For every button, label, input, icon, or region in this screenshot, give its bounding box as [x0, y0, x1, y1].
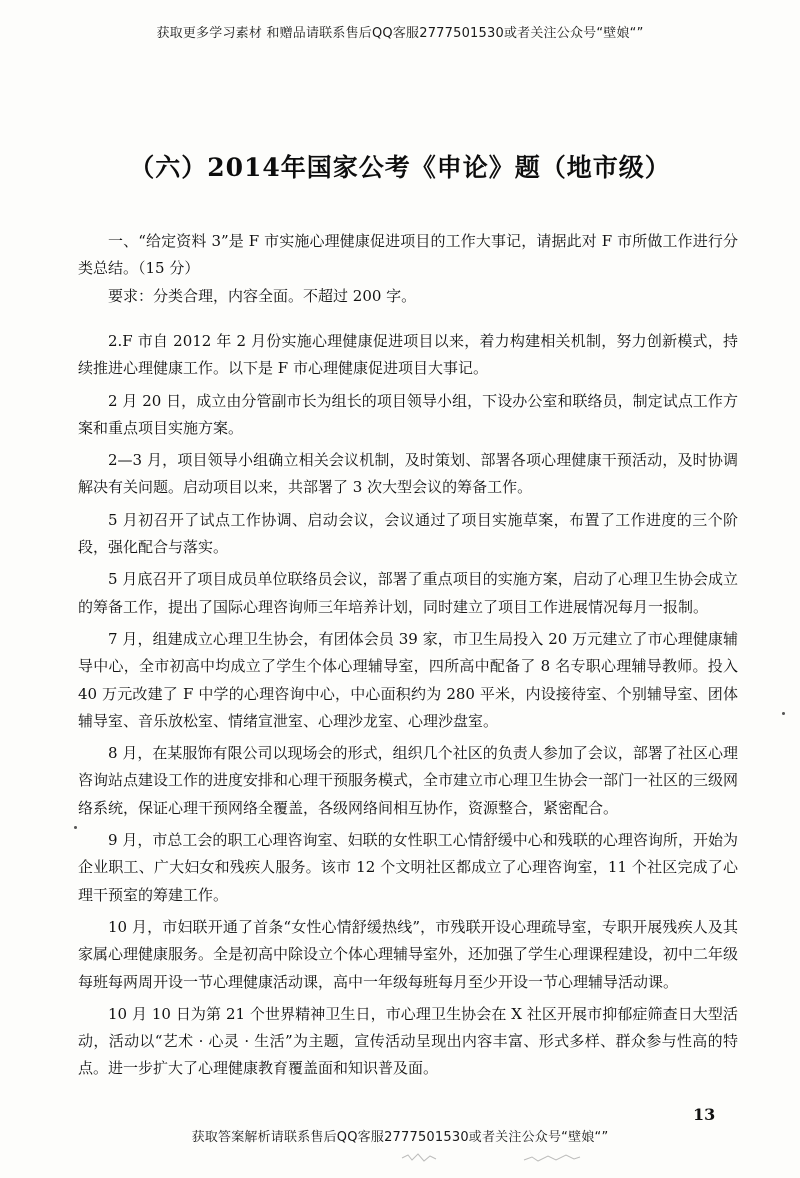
header-promo-note: 获取更多学习素材 和赠品请联系售后QQ客服2777501530或者关注公众号“壁娘“” — [156, 26, 644, 41]
material-paragraph: 8 月，在某服饰有限公司以现场会的形式，组织几个社区的负责人参加了会议，部署了社区心理咨询站点建设工作的进度安排和心理干预服务模式，全市建立市心理卫生协会一部门一社区的三级网络系统，保证心理干预网络全覆盖，各级网络间相互协作，资源整合，紧密配合。 — [78, 744, 739, 817]
material-paragraph: 5 月底召开了项目成员单位联络员会议，部署了重点项目的实施方案，启动了心理卫生协会成立的筹备工作，提出了国际心理咨询师三年培养计划，同时建立了项目工作进展情况每月一报制。 — [78, 570, 738, 616]
footer-promo-note: 获取答案解析请联系售后QQ客服2777501530或者关注公众号“壁娘“” — [191, 1130, 609, 1145]
material-paragraph: 5 月初召开了试点工作协调、启动会议，会议通过了项目实施草案，布置了工作进度的三个阶段，强化配合与落实。 — [78, 510, 738, 557]
material-paragraph: 10 月 10 日为第 21 个世界精神卫生日，市心理卫生协会在 X 社区开展市抑郁症筛查日大型活动，活动以“艺术 · 心灵 · 生活”为主题，宣传活动呈现出内容丰富、形式多样、群众参与性高的特点。进一步扩大了心理健康教育覆盖面和知识普及面。 — [78, 1004, 738, 1078]
page-title: （六）2014年国家公考《申论》题（地市级） — [129, 153, 671, 182]
material-paragraph: 7 月，组建成立心理卫生协会，有团体会员 39 家，市卫生局投入 20 万元建立了市心理健康辅导中心，全市初高中均成立了学生个体心理辅导室，四所高中配备了 8 名专职心理辅导教师。投入 40 万元改建了 F 中学的心理咨询中心，中心面积约为 280 平米，内设接待室、个别辅导室、团体辅导室、音乐放松室、情绪宣泄室、心理沙龙室、心理沙盘室。 — [78, 629, 738, 730]
material-body — [78, 328, 738, 1088]
question-text: 一、“给定资料 3”是 F 市实施心理健康促进项目的工作大事记，请据此对 F 市所做工作进行分类总结。（15 分） — [78, 232, 738, 277]
scan-noise-mark — [522, 1150, 582, 1166]
page-number: 13 — [693, 1105, 716, 1124]
scan-speck — [782, 712, 785, 715]
scan-noise-mark — [400, 1150, 438, 1166]
material-paragraph: 2—3 月，项目领导小组确立相关会议机制，及时策划、部署各项心理健康干预活动，及时协调解决有关问题。启动项目以来，共部署了 3 次大型会议的筹备工作。 — [78, 451, 738, 497]
material-paragraph: 9 月，市总工会的职工心理咨询室、妇联的女性职工心情舒缓中心和残联的心理咨询所，开始为企业职工、广大妇女和残疾人服务。该市 12 个文明社区都成立了心理咨询室，11 个社区完成了心理干预室的筹建工作。 — [78, 831, 738, 904]
scan-speck — [74, 826, 77, 829]
material-paragraph: 10 月，市妇联开通了首条“女性心情舒缓热线”，市残联开设心理疏导室，专职开展残疾人及其家属心理健康服务。全是初高中除设立个体心理辅导室外，还加强了学生心理课程建设，初中二年级每班每两周开设一节心理健康活动课，高中一年级每班每月至少开设一节心理辅导活动课。 — [78, 917, 739, 991]
material-paragraph: 2 月 20 日，成立由分管副市长为组长的项目领导小组，下设办公室和联络员，制定试点工作方案和重点项目实施方案。 — [78, 391, 738, 437]
question-requirement: 要求：分类合理，内容全面。不超过 200 字。 — [108, 287, 417, 305]
material-paragraph: 2.F 市自 2012 年 2 月份实施心理健康促进项目以来，着力构建相关机制，努力创新模式，持续推进心理健康工作。以下是 F 市心理健康促进项目大事记。 — [78, 332, 738, 378]
